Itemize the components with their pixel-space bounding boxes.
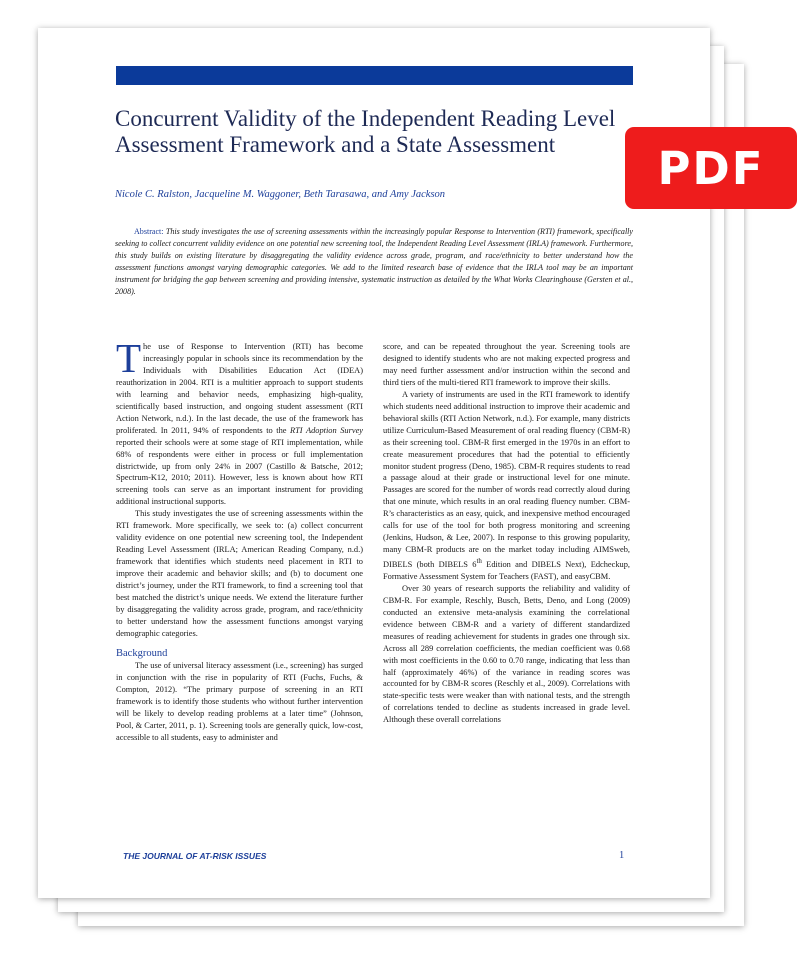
left-column [116,335,364,744]
right-column [383,341,630,726]
journal-name: THE JOURNAL OF AT-RISK ISSUES [123,851,267,861]
pdf-file-badge-icon [625,127,797,209]
abstract-label: Abstract: [134,227,164,236]
abstract [115,226,633,299]
article-title: Concurrent Validity of the Independent Reading Level Assessment Framework and a State Assessment [115,106,616,157]
header-accent-bar [116,66,633,85]
article-authors: Nicole C. Ralston, Jacqueline M. Waggoner, Beth Tarasawa, and Amy Jackson [115,189,446,200]
drop-cap: T [116,335,142,381]
screening-paragraph: score, and can be repeated throughout the year. Screening tools are designed to identify students who are not making expected progress and may need further assessment and/or instruction within the second and third tiers of the multi-tiered RTI framework to improve their skills. [383,342,630,387]
intro-paragraph: The use of Response to Intervention (RTI) has become increasingly popular in schools since its recommendation by the Individuals with Disabilities Education Act (IDEA) reauthorization in 2004. RTI is a multitier approach to support students with learning and behavior needs, emphasizing high-quality, scientifically based instruction, and ongoing student assessment (RTI Action Network, n.d.). In the last decade, the use of the framework has proliferated. In 2011, 94% of respondents to the RTI Adoption Survey reported their schools were at some stage of RTI implementation, while 68% of respondents were either in process or full implementation districtwide, up from only 24% in 2007 (Castillo & Batsche, 2012; Spectrum-K12, 2010; 2011). However, less is known about how RTI screening tools can serve as an important instrument for providing additional instructional supports. [116,335,364,507]
document-page [38,28,710,898]
study-paragraph: This study investigates the use of screening assessments within the RTI framework. More specifically, we seek to: (a) collect concurrent validity evidence on one potential new screening tool, the Independent Reading Level Assessment (IRLA; American Reading Company, n.d.) framework that identifies which students need placement in RTI to improve their academic and behavior skills; and (b) to document one district’s journey, under the RTI framework, to find a screening tool that best matched the district’s unique needs. We extend the literature further by disaggregating the validity across grade, program, and race/ethnicity to better understand how the assessment functions amongst varying demographic categories. [116,509,363,638]
abstract-text: This study investigates the use of screening assessments within the increasingly popular Response to Intervention (RTI) framework, specifically seeking to collect concurrent validity evidence on one potential new screening tool, the Independent Reading Level Assessment (IRLA) framework. Furthermore, this study builds on existing literature by disaggregating the validity evidence across grade, program, and race/ethnicity to better understand how the assessment functions amongst varying demographic categories. We add to the limited research base of evidence that the IRLA tool may be an important instrument for bridging the gap between screening and providing intensive, systematic instruction as detailed by the What Works Clearinghouse (Gersten et al., 2008). [115,227,633,297]
page-number: 1 [619,850,625,861]
section-heading-background: Background [116,647,168,659]
pdf-badge-label: PDF [657,141,765,195]
research-paragraph: Over 30 years of research supports the reliability and validity of CBM-R. For example, Reschly, Busch, Betts, Deno, and Long (2009) conducted an extensive meta-analysis examining the correlational evidence between CBM-R and a variety of different standardized measures of reading achievement for students in grades one through six. Across all 289 correlation coefficients, the median coefficient was 0.68 with most coefficients in the 0.60 to 0.70 range, indicating that less than half (approximately 46%) of the variance in reading scores was accounted for by CBM-R scores (Reschly et al., 2009). Correlations with state-specific tests were weaker than with national tests, and the strength of correlations tended to decline as students increased in grade level. Although these overall correlations [383,583,630,725]
background-paragraph: The use of universal literacy assessment (i.e., screening) has surged in conjunction with the rise in popularity of RTI (Fuchs, Fuchs, & Compton, 2012). “The primary purpose of screening in an RTI framework is to identify those students who without further intervention will be likely to develop reading problems at a later time” (Johnson, Pool, & Carter, 2011, p. 1). Screening tools are generally quick, low-cost, accessible to all students, easy to administer and [116,660,363,742]
instruments-paragraph: A variety of instruments are used in the RTI framework to identify which students need additional instruction to improve their academic and behavioral skills (RTI Action Network, n.d.). For example, many districts utilize Curriculum-Based Measurement of oral reading fluency (CBM-R) as their screening tool. CBM-R first emerged in the 1970s in an effort to create measurement procedures that had the potential to efficiently monitor student progress (Deno, 1985). CBM-R requires students to read a passage aloud at their grade or instructional level for one minute. Passages are scored for the number of words read correctly aloud during that one minute, which results in an oral reading fluency number. CBM-R’s characteristics as an easy, quick, and inexpensive method encouraged calls for use of the tool for both progress monitoring and screening (Jenkins, Hudson, & Lee, 2007). In response to this growing popularity, many CBM-R products are on the market today including AIMSweb, DIBELS (both DIBELS 6th Edition and DIBELS Next), Edcheckup, Formative Assessment System for Teachers (FAST), and easyCBM. [383,389,630,581]
